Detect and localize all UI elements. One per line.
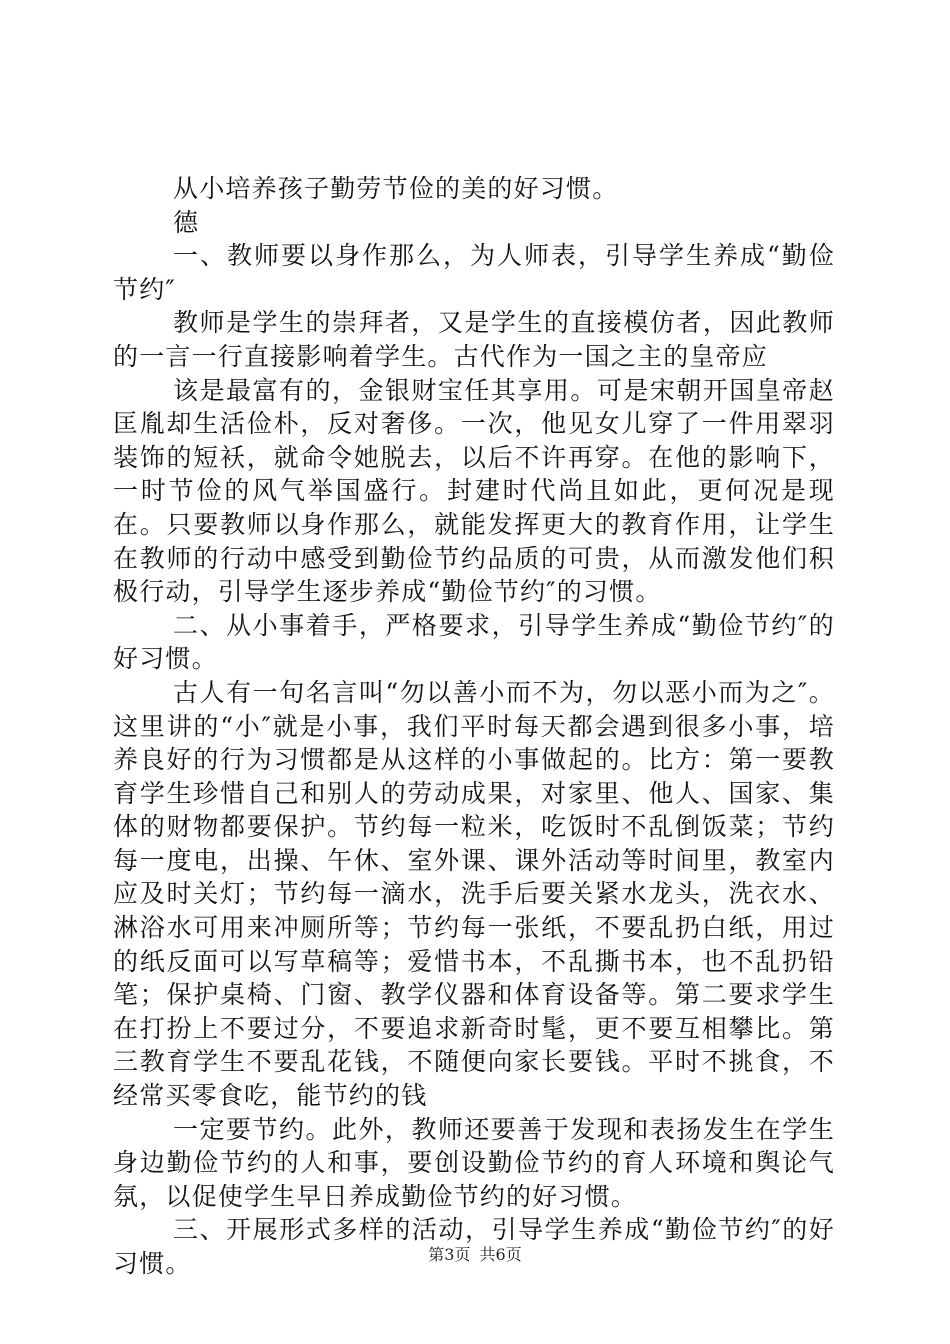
page-total: 共6页 [479, 1245, 522, 1264]
paragraph: 从小培养孩子勤劳节俭的美的好习惯。 [173, 174, 619, 203]
page-number: 第3页 [428, 1245, 471, 1264]
paragraph: 德 [173, 207, 200, 237]
paragraph: 教师是学生的崇拜者，又是学生的直接模仿者，因此教师的一言一行直接影响着学生。古代作为一国之主的皇帝应 [113, 308, 835, 371]
page-footer [0, 1242, 950, 1265]
paragraph: 该是最富有的，金银财宝任其享用。可是宋朝开国皇帝赵匡胤却生活俭朴，反对奢侈。一次，他见女儿穿了一件用翠羽装饰的短袄，就命令她脱去，以后不许再穿。在他的影响下，一时节俭的风气举国盛行。封建时代尚且如此，更何况是现在。只要教师以身作那么，就能发挥更大的教育作用，让学生在教师的行动中感受到勤俭节约品质的可贵，从而激发他们积极行动，引导学生逐步养成“勤俭节约″的习惯。 [113, 375, 835, 607]
paragraph: 一、教师要以身作那么，为人师表，引导学生养成“勤俭节约″ [113, 241, 835, 304]
paragraph: 三、开展形式多样的活动，引导学生养成“勤俭节约″的好习惯。 [113, 1215, 835, 1278]
document-body [113, 172, 835, 1281]
paragraph: 一定要节约。此外，教师还要善于发现和表扬发生在学生身边勤俭节约的人和事，要创设勤俭节约的育人环境和舆论气氛，以促使学生早日养成勤俭节约的好习惯。 [113, 1114, 835, 1211]
paragraph: 二、从小事着手，严格要求，引导学生养成“勤俭节约″的好习惯。 [113, 610, 835, 674]
paragraph: 古人有一句名言叫“勿以善小而不为，勿以恶小而为之″。这里讲的“小″就是小事，我们平时每天都会遇到很多小事，培养良好的行为习惯都是从这样的小事做起的。比方：第一要教育学生珍惜自己和别人的劳动成果，对家里、他人、国家、集体的财物都要保护。节约每一粒米，吃饭时不乱倒饭菜；节约每一度电，出操、午休、室外课、课外活动等时间里，教室内应及时关灯；节约每一滴水，洗手后要关紧水龙头，洗衣水、淋浴水可用来冲厕所等；节约每一张纸，不要乱扔白纸，用过的纸反面可以写草稿等；爱惜书本，不乱撕书本，也不乱扔铅笔；保护桌椅、门窗、教学仪器和体育设备等。第二要求学生在打扮上不要过分，不要追求新奇时髦，更不要互相攀比。第三教育学生不要乱花钱，不随便向家长要钱。平时不挑食，不经常买零食吃，能节约的钱 [113, 677, 835, 1111]
